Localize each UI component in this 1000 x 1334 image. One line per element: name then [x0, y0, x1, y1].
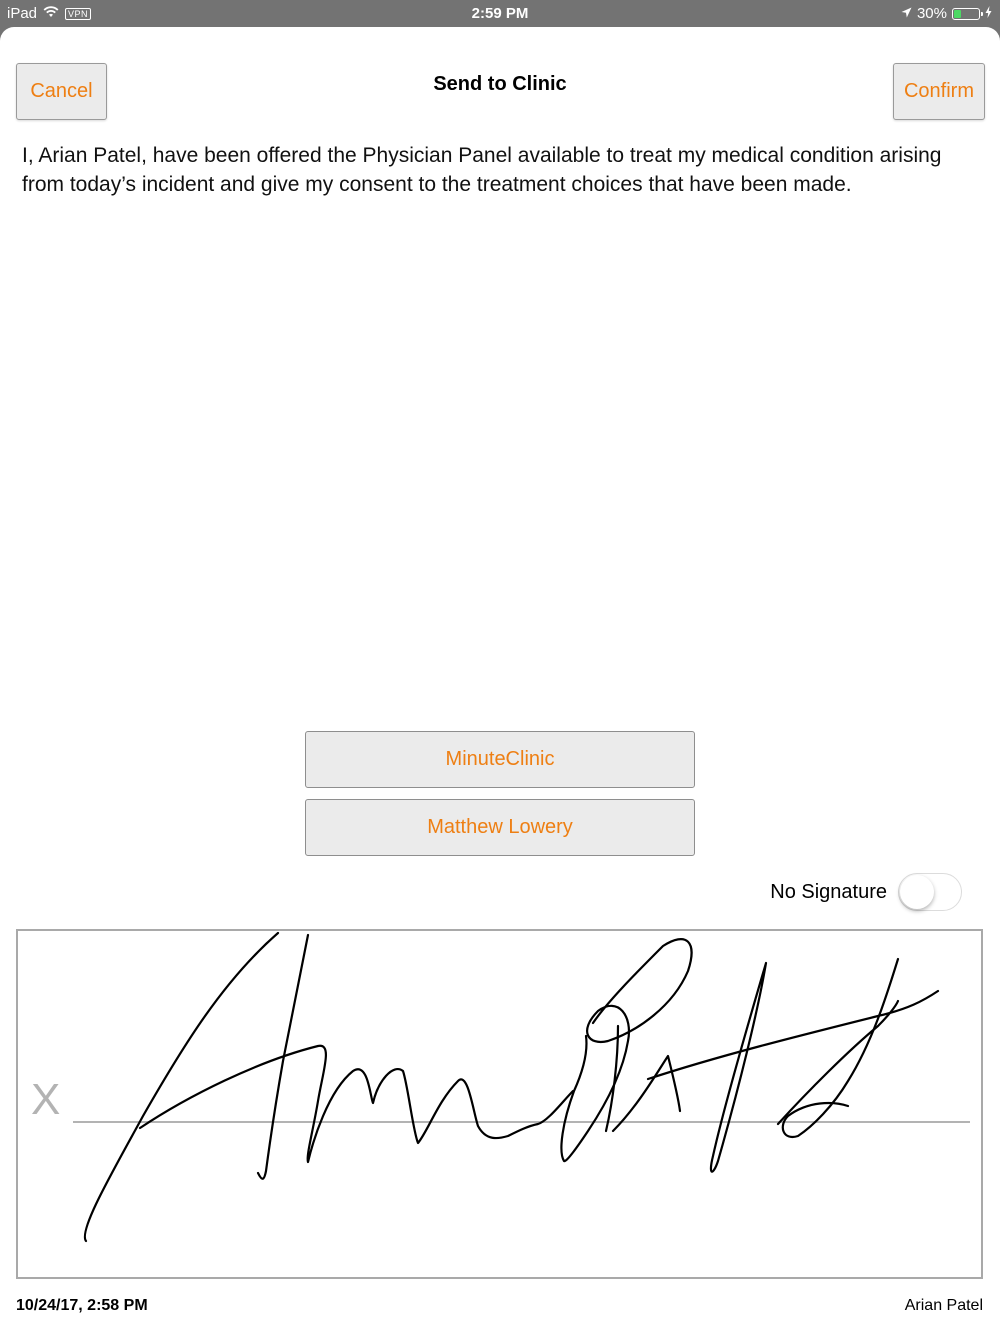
toggle-knob [900, 875, 934, 909]
no-signature-toggle[interactable] [898, 873, 962, 911]
cancel-button[interactable]: Cancel [16, 63, 107, 120]
send-to-clinic-sheet [0, 27, 1000, 1334]
battery-icon [952, 8, 980, 20]
battery-fill [954, 10, 961, 18]
charging-bolt-icon [985, 5, 992, 22]
page-title: Send to Clinic [433, 73, 567, 95]
battery-percent: 30% [916, 5, 947, 22]
vpn-badge: VPN [65, 8, 91, 20]
confirm-button[interactable]: Confirm [893, 63, 985, 120]
signature-x-mark: X [31, 1075, 61, 1124]
status-right [901, 5, 992, 22]
device-label: iPad [7, 5, 38, 22]
handwritten-signature [18, 931, 981, 1277]
status-bar [0, 0, 1000, 28]
status-time: 2:59 PM [471, 5, 529, 22]
signature-pad[interactable] [16, 929, 983, 1279]
battery-nub [981, 12, 983, 16]
location-arrow-icon [901, 5, 912, 22]
physician-choice-button[interactable]: Matthew Lowery [305, 799, 695, 856]
signed-date: 10/24/17, 2:58 PM [16, 1297, 148, 1314]
no-signature-label: No Signature [770, 881, 887, 903]
consent-text: I, Arian Patel, have been offered the Physician Panel available to treat my medical condition arising from today’s incident and give my consent to the treatment choices that have been made. [22, 144, 942, 196]
clinic-choice-button[interactable]: MinuteClinic [305, 731, 695, 788]
signer-name: Arian Patel [904, 1297, 983, 1314]
